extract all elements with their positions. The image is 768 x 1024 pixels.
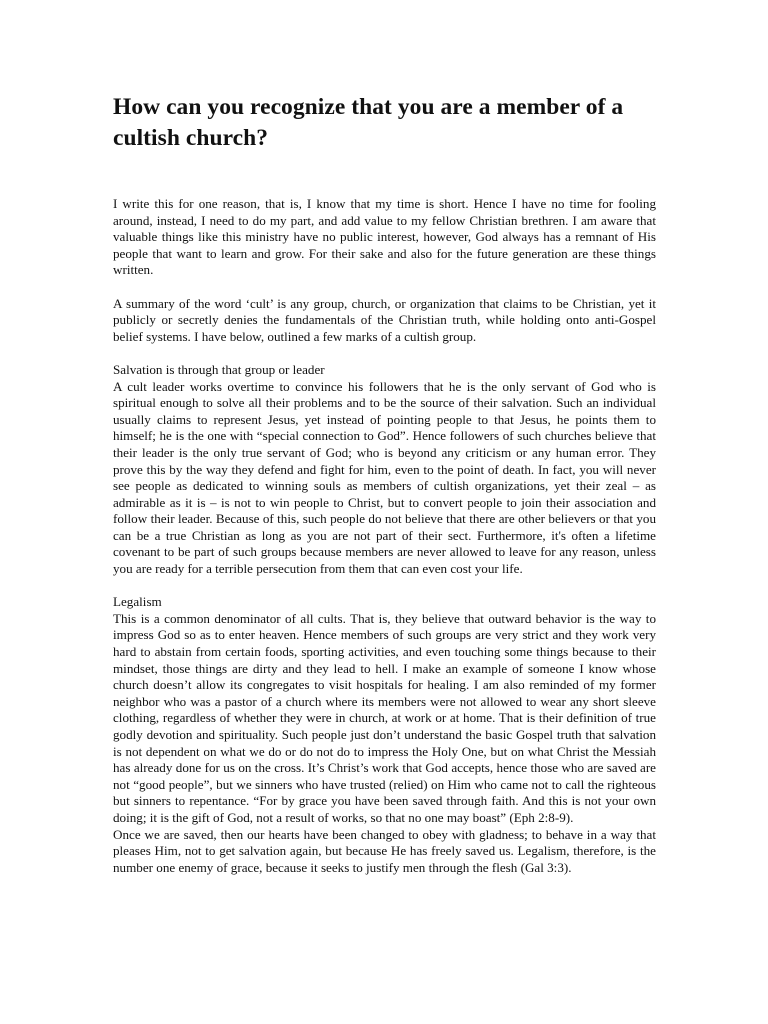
paragraph-spacer bbox=[113, 578, 656, 595]
intro-paragraph-2: A summary of the word ‘cult’ is any group, church, or organization that claims to be Christian, yet it publicly or secretly denies the fundamentals of the Christian truth, while holding onto anti-Gospel belief systems. I have below, outlined a few marks of a cultish group. bbox=[113, 295, 656, 344]
paragraph-spacer bbox=[113, 279, 656, 296]
section-heading-legalism: Legalism bbox=[113, 594, 162, 610]
section-paragraph-salvation: A cult leader works overtime to convince his followers that he is the only servant of God who is spiritual enough to solve all their problems and to be the source of their salvation. Such an individual usually claims to represent Jesus, yet instead of pointing people to that Jesus, he points them to himself; he is the one with “special connection to God”. Hence followers of such churches believe that their leader is the only true servant of God; who is beyond any criticism or any human error. They prove this by the way they defend and fight for him, even to the point of death. In fact, you will never see people as dedicated to winning souls as members of cultish organizations, yet their zeal – as admirable as it is – is not to win people to Christ, but to convert people to join their association and follow their leader. Because of this, such people do not believe that there are other believers or that you can be a true Christian as long as you are not part of their sect. Furthermore, it's often a lifetime covenant to be part of such groups because members are never allowed to leave for any reason, unless you are ready for a terrible persecution from them that can even cost your life. bbox=[113, 378, 656, 577]
section-paragraph-legalism-2: Once we are saved, then our hearts have been changed to obey with gladness; to behave in a way that pleases Him, not to get salvation again, but because He has freely saved us. Legalism, therefore, is the number one enemy of grace, because it seeks to justify men through the flesh (Gal 3:3). bbox=[113, 826, 656, 875]
document-title: How can you recognize that you are a member of a cultish church? bbox=[113, 94, 624, 151]
document-page bbox=[113, 92, 656, 876]
section-heading-salvation: Salvation is through that group or leader bbox=[113, 361, 325, 377]
section-paragraph-legalism-1: This is a common denominator of all cults. That is, they believe that outward behavior is the way to impress God so as to enter heaven. Hence members of such groups are very strict and they work very hard to abstain from certain foods, sporting activities, and even touching some things because to their mindset, those things are dirty and they lead to hell. I make an example of someone I know whose church doesn’t allow its congregates to visit hospitals for healing. I am also reminded of my former neighbor who was a pastor of a church where its members were not allowed to wear any short sleeve clothing, regardless of whether they were in church, at work or at home. That is their definition of true godly devotion and spirituality. Such people just don’t understand the basic Gospel truth that salvation is not dependent on what we do or do not do to impress the Holy One, but on what Christ the Messiah has already done for us on the cross. It’s Christ’s work that God accepts, hence those who are saved are not “good people”, but we sinners who have trusted (relied) on Him who came not to call the righteous but sinners to repentance. “For by grace you have been saved through faith. And this is not your own doing; it is the gift of God, not a result of works, so that no one may boast” (Eph 2:8-9). bbox=[113, 610, 656, 825]
document-body bbox=[113, 196, 656, 876]
paragraph-spacer bbox=[113, 345, 656, 362]
intro-paragraph-1: I write this for one reason, that is, I know that my time is short. Hence I have no time for fooling around, instead, I need to do my part, and add value to my fellow Christian brethren. I am aware that valuable things like this ministry have no public interest, however, God always has a remnant of His people that want to learn and grow. For their sake and also for the future generation are these things written. bbox=[113, 196, 656, 278]
